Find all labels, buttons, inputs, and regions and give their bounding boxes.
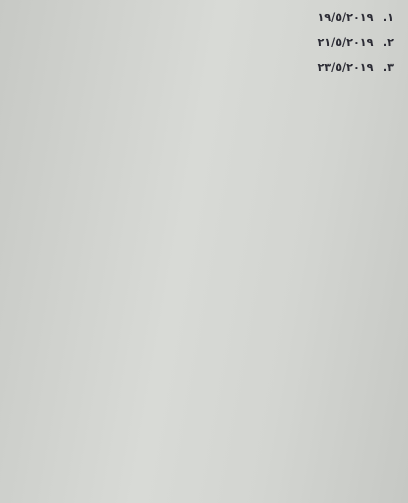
numbered-item-1 [10,8,394,27]
item-3-number: ٣. [382,61,394,74]
item-2-number: ٢. [382,36,394,49]
item-2-date: ٢١/٥/٢٠١٩ [317,36,374,49]
numbered-item-2 [10,33,394,52]
item-1-number: ١. [382,11,394,24]
item-3-date: ٢٣/٥/٢٠١٩ [317,61,374,74]
numbered-item-3 [10,58,394,77]
item-1-date: ١٩/٥/٢٠١٩ [317,11,374,24]
